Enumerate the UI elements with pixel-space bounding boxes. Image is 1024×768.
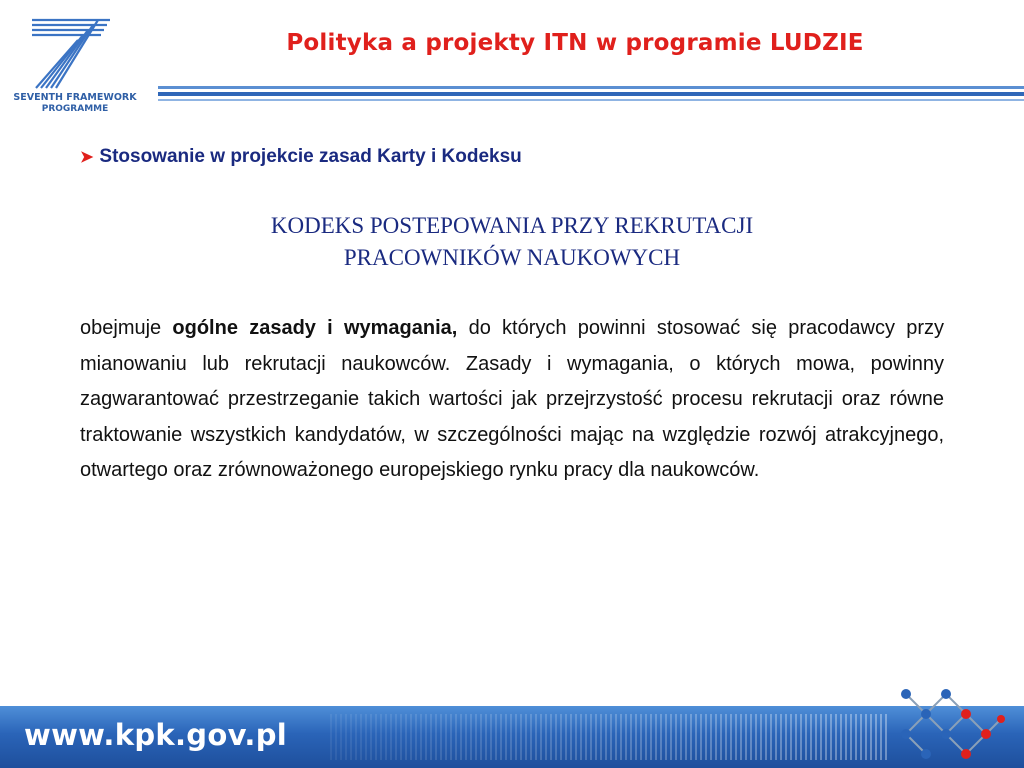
body-text-bold: ogólne zasady i wymagania, (172, 317, 458, 339)
footer-stripes (330, 714, 890, 760)
fp7-logo-line2: PROGRAMME (41, 104, 109, 114)
fp7-logo-icon (10, 10, 140, 92)
kpk-network-logo-icon (886, 684, 1006, 764)
bullet-point (80, 146, 522, 168)
arrow-right-icon: ➤ (80, 149, 94, 166)
body-text-after: do których powinni stosować się pracodawcy przy mianowaniu lub rekrutacji naukowców. Zasady i wymagania, o których mowa, powinny zagwarantować przestrzeganie takich wartości jak przejrzystość procesu rekrutacji oraz równe traktowanie wszystkich kandydatów, w szczególności mając na względzie rozwój atrakcyjnego, otwartego oraz zrównoważonego europejskiego rynku pracy dla naukowców. (80, 317, 944, 481)
page-title: Polityka a projekty ITN w programie LUDZIE (286, 30, 864, 56)
header-divider (158, 86, 1024, 106)
section-heading (100, 210, 924, 274)
fp7-logo-line1: SEVENTH FRAMEWORK (13, 92, 137, 103)
body-text-before: obejmuje (80, 317, 173, 339)
footer-url: www.kpk.gov.pl (24, 718, 288, 752)
body-paragraph (80, 311, 944, 489)
footer-bar (0, 706, 1024, 768)
fp7-logo (10, 10, 140, 120)
section-heading-line1: KODEKS POSTEPOWANIA PRZY REKRUTACJI (270, 213, 754, 238)
section-heading-line2: PRACOWNIKÓW NAUKOWYCH (343, 245, 681, 270)
bullet-text: Stosowanie w projekcie zasad Karty i Kodeksu (99, 146, 522, 167)
